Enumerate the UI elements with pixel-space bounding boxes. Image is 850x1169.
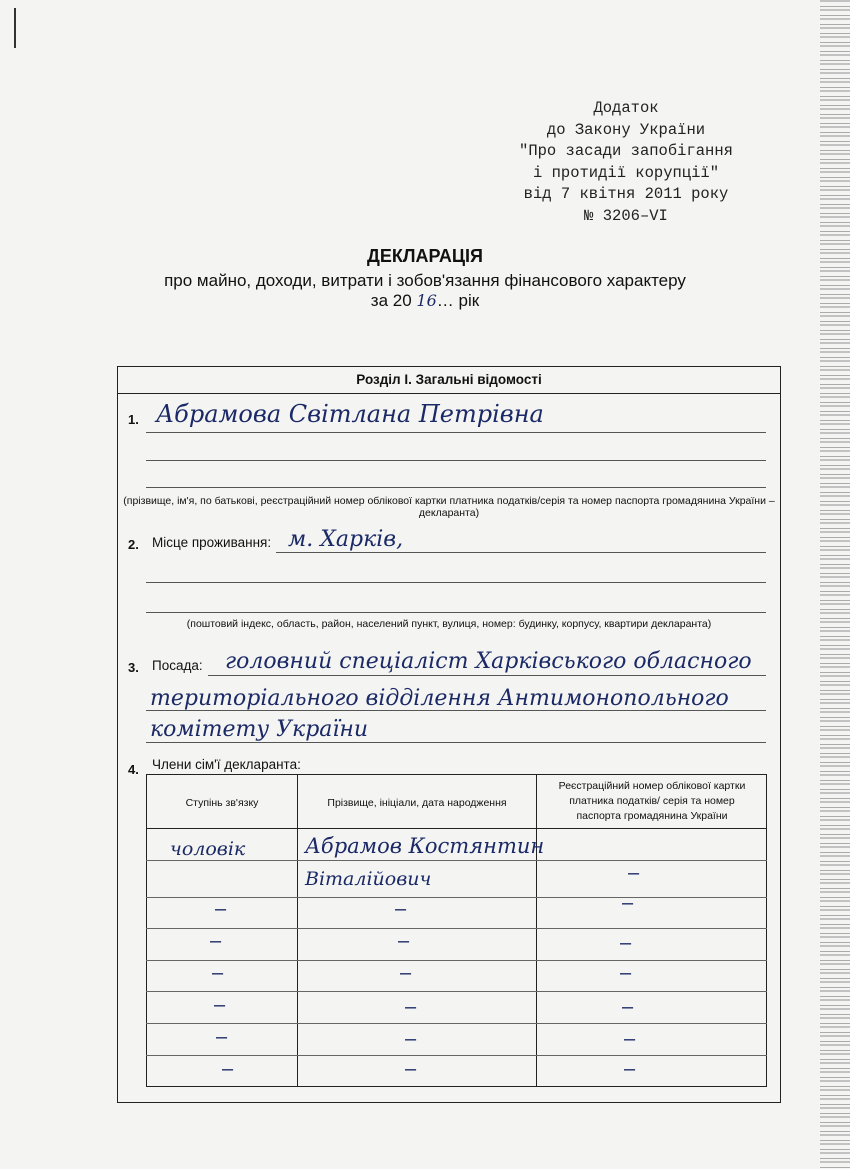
position-line2: територіального відділення Антимонопольного <box>150 686 729 711</box>
item4-number: 4. <box>128 762 139 777</box>
table-row-reg: – <box>628 862 640 884</box>
col-divider <box>297 774 298 1087</box>
table-row-name: – <box>395 898 407 920</box>
line <box>146 612 766 613</box>
table-row-name: – <box>398 930 410 952</box>
row-divider <box>146 960 767 961</box>
table-row-reg: – <box>622 996 634 1018</box>
line <box>146 432 766 433</box>
table-row-name: Абрамов Костянтин <box>305 834 545 858</box>
declarant-name-handwritten: Абрамова Світлана Петрівна <box>156 400 544 428</box>
col-divider <box>536 774 537 1087</box>
line <box>146 487 766 488</box>
line <box>146 582 766 583</box>
table-row-reg: – <box>622 892 634 914</box>
row-divider <box>146 1055 767 1056</box>
item3-number: 3. <box>128 660 139 675</box>
residence-handwritten: м. Харків, <box>288 527 404 552</box>
line <box>146 742 766 743</box>
line <box>146 460 766 461</box>
declaration-title: ДЕКЛАРАЦІЯ <box>367 246 483 266</box>
row-divider <box>146 860 767 861</box>
row-divider <box>146 928 767 929</box>
table-row-relation: – <box>210 930 222 952</box>
position-line1: головний спеціаліст Харківського обласного <box>225 649 752 674</box>
table-row-relation: – <box>222 1058 234 1080</box>
position-label: Посада: <box>152 658 203 673</box>
item2-caption: (поштовий індекс, область, район, населений пункт, вулиця, номер: будинку, корпусу, квартири декларанта) <box>186 618 712 630</box>
note-line: Додаток <box>593 99 659 117</box>
note-line: № 3206–VI <box>584 206 668 225</box>
item1-caption: (прізвище, ім'я, по батькові, реєстраційний номер облікової картки платника податків/серія та номер паспорта громадянина України – декларанта) <box>123 495 775 519</box>
position-line3: комітету України <box>150 717 369 742</box>
item1-number: 1. <box>128 412 139 427</box>
spiral-binding <box>820 0 850 1169</box>
table-row-relation: – <box>215 898 227 920</box>
table-row-reg: – <box>624 1028 636 1050</box>
section-title: Розділ І. Загальні відомості <box>117 366 781 394</box>
year-suffix: рік <box>458 291 480 310</box>
note-line: від 7 квітня 2011 року <box>523 185 729 203</box>
header-divider <box>146 828 767 829</box>
table-row-reg: – <box>620 932 632 954</box>
note-line: до Закону України <box>546 120 706 139</box>
col-header-name: Прізвище, ініціали, дата народження <box>327 797 507 809</box>
table-row-name: – <box>405 996 417 1018</box>
row-divider <box>146 897 767 898</box>
year-prefix: за 20 <box>370 291 412 310</box>
table-row-name: Віталійович <box>305 868 432 890</box>
residence-label: Місце проживання: <box>152 535 272 550</box>
table-row-name: – <box>405 1028 417 1050</box>
table-row-name: – <box>400 962 412 984</box>
table-row-reg: – <box>624 1058 636 1080</box>
law-appendix-note <box>496 98 756 227</box>
table-row-relation: – <box>214 994 226 1016</box>
table-row-reg: – <box>620 962 632 984</box>
item2-number: 2. <box>128 537 139 552</box>
table-row-relation: – <box>216 1026 228 1048</box>
row-divider <box>146 991 767 992</box>
table-row-relation: – <box>212 962 224 984</box>
line <box>276 552 766 553</box>
note-line: "Про засади запобігання <box>519 142 733 160</box>
col-header-relation: Ступінь зв'язку <box>185 797 259 809</box>
year-handwritten: 16 <box>416 291 437 310</box>
note-line: і протидії корупції" <box>532 163 720 182</box>
line <box>208 675 766 676</box>
col-header-reg: Реєстраційний номер облікової картки платника податків/ серія та номер паспорта громадянина України <box>558 780 746 822</box>
declaration-year <box>0 291 850 311</box>
row-divider <box>146 1023 767 1024</box>
declaration-subtitle: про майно, доходи, витрати і зобов'язання фінансового характеру <box>164 271 686 290</box>
scan-mark <box>14 8 16 48</box>
year-dots: … <box>436 291 454 310</box>
table-row-relation: чоловік <box>170 838 246 860</box>
table-row-name: – <box>405 1058 417 1080</box>
family-label: Члени сім'ї декларанта: <box>152 757 301 772</box>
line <box>146 710 766 711</box>
